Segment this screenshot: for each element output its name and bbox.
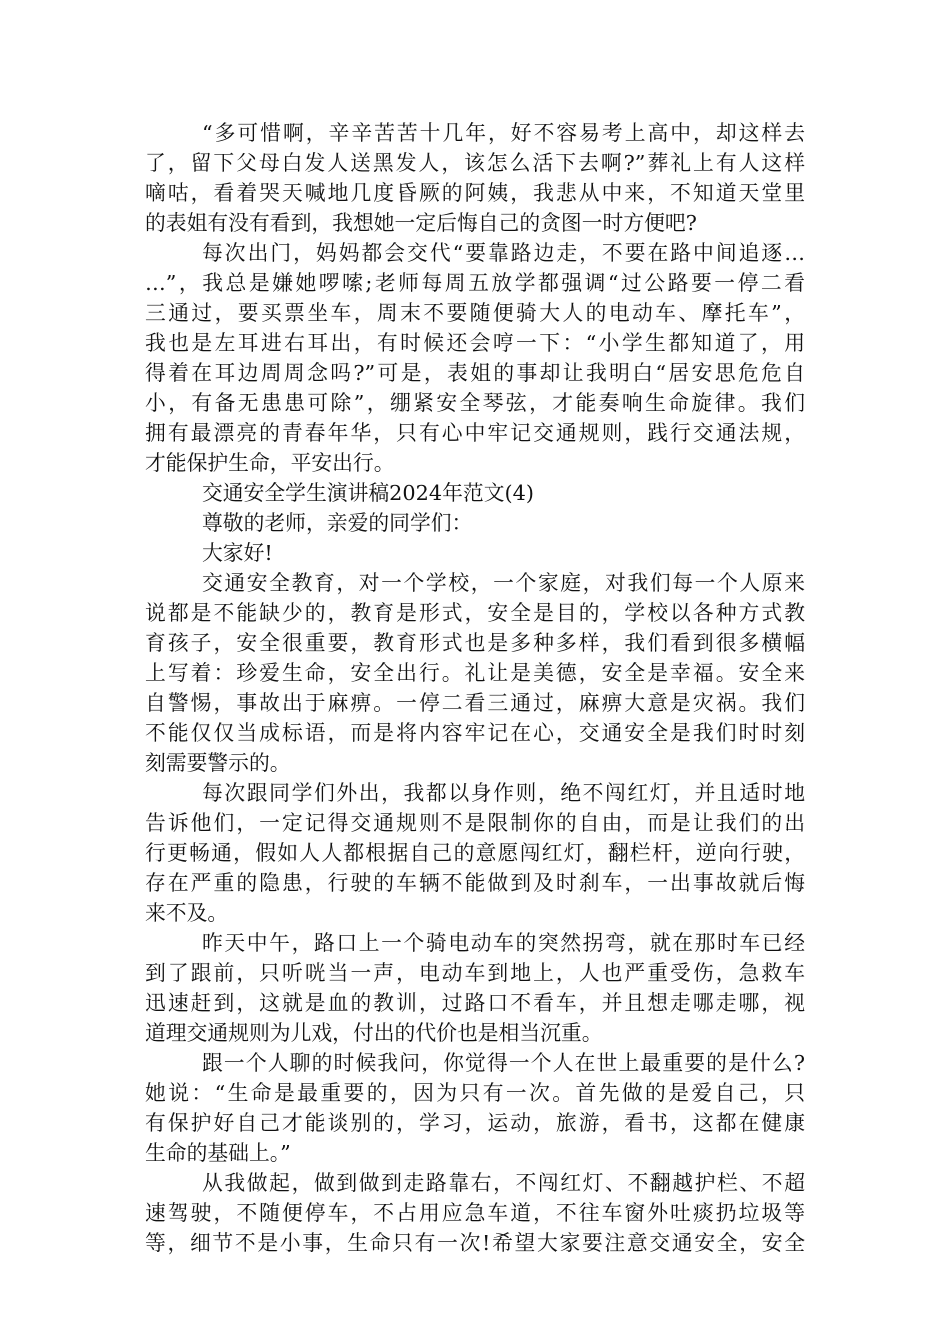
text-line: 大家好! xyxy=(202,541,273,565)
text-line: 有保护好自己才能谈别的，学习，运动，旅游，看书，这都在健康 xyxy=(145,1111,805,1135)
paragraph xyxy=(145,1168,805,1258)
text-line: 尊敬的老师，亲爱的同学们： xyxy=(202,511,473,535)
text-line: 存在严重的隐患，行驶的车辆不能做到及时刹车，一出事故就后悔 xyxy=(145,871,805,895)
text-line: 交通安全学生演讲稿2024年范文(4) xyxy=(202,481,534,505)
text-line: 自警惕，事故出于麻痹。一停二看三通过，麻痹大意是灾祸。我们 xyxy=(145,691,805,715)
text-line: 每次出门，妈妈都会交代“要靠路边走，不要在路中间追逐… xyxy=(202,241,805,265)
paragraph xyxy=(145,238,805,478)
text-line: 昨天中午，路口上一个骑电动车的突然拐弯，就在那时车已经 xyxy=(202,931,805,955)
text-line: 从我做起，做到做到走路靠右，不闯红灯、不翻越护栏、不超 xyxy=(202,1171,805,1195)
text-line: 迅速赶到，这就是血的教训，过路口不看车，并且想走哪走哪，视 xyxy=(145,991,805,1015)
text-line: 我也是左耳进右耳出，有时候还会哼一下：“小学生都知道了，用 xyxy=(145,331,805,355)
text-line: 不能仅仅当成标语，而是将内容牢记在心，交通安全是我们时时刻 xyxy=(145,721,805,745)
text-line: “多可惜啊，辛辛苦苦十几年，好不容易考上高中，却这样去 xyxy=(202,121,805,145)
text-line: 小，有备无患患可除”，绷紧安全琴弦，才能奏响生命旋律。我们 xyxy=(145,391,805,415)
text-line: 了，留下父母白发人送黑发人，该怎么活下去啊?”葬礼上有人这样 xyxy=(145,151,805,175)
paragraph xyxy=(145,568,805,778)
text-line: 上写着：珍爱生命，安全出行。礼让是美德，安全是幸福。安全来 xyxy=(145,661,805,685)
text-line: 速驾驶，不随便停车，不占用应急车道，不往车窗外吐痰扔垃圾等 xyxy=(145,1201,805,1225)
text-line: 告诉他们，一定记得交通规则不是限制你的自由，而是让我们的出 xyxy=(145,811,805,835)
text-line: 嘀咕，看着哭天喊地几度昏厥的阿姨，我悲从中来，不知道天堂里 xyxy=(145,181,805,205)
paragraph xyxy=(145,928,805,1048)
text-line: 的表姐有没有看到，我想她一定后悔自己的贪图一时方便吧? xyxy=(145,211,697,235)
paragraph xyxy=(145,508,805,538)
text-line: 拥有最漂亮的青春年华，只有心中牢记交通规则，践行交通法规， xyxy=(145,421,805,445)
text-line: 生命的基础上。” xyxy=(145,1141,291,1165)
paragraph xyxy=(145,478,805,508)
paragraph xyxy=(145,1048,805,1168)
text-line: 跟一个人聊的时候我问，你觉得一个人在世上最重要的是什么? xyxy=(202,1051,805,1075)
text-line: 道理交通规则为儿戏，付出的代价也是相当沉重。 xyxy=(145,1021,603,1045)
text-line: 刻需要警示的。 xyxy=(145,751,291,775)
text-line: 来不及。 xyxy=(145,901,229,925)
paragraph xyxy=(145,778,805,928)
text-line: 交通安全教育，对一个学校，一个家庭，对我们每一个人原来 xyxy=(202,571,805,595)
text-line: 她说：“生命是最重要的，因为只有一次。首先做的是爱自己，只 xyxy=(145,1081,805,1105)
text-line: 到了跟前，只听咣当一声，电动车到地上，人也严重受伤，急救车 xyxy=(145,961,805,985)
text-line: …”，我总是嫌她啰嗦;老师每周五放学都强调“过公路要一停二看 xyxy=(145,271,805,295)
text-line: 说都是不能缺少的，教育是形式，安全是目的，学校以各种方式教 xyxy=(145,601,805,625)
text-line: 育孩子，安全很重要，教育形式也是多种多样，我们看到很多横幅 xyxy=(145,631,805,655)
text-line: 每次跟同学们外出，我都以身作则，绝不闯红灯，并且适时地 xyxy=(202,781,805,805)
text-line: 得着在耳边周周念吗?”可是，表姐的事却让我明白“居安思危危自 xyxy=(145,361,805,385)
text-line: 行更畅通，假如人人都根据自己的意愿闯红灯，翻栏杆，逆向行驶， xyxy=(145,841,805,865)
text-line: 等，细节不是小事，生命只有一次!希望大家要注意交通安全，安全 xyxy=(145,1231,805,1255)
text-line: 才能保护生命，平安出行。 xyxy=(145,451,395,475)
text-line: 三通过，要买票坐车，周末不要随便骑大人的电动车、摩托车”， xyxy=(145,301,805,325)
paragraph xyxy=(145,538,805,568)
paragraph xyxy=(145,118,805,238)
